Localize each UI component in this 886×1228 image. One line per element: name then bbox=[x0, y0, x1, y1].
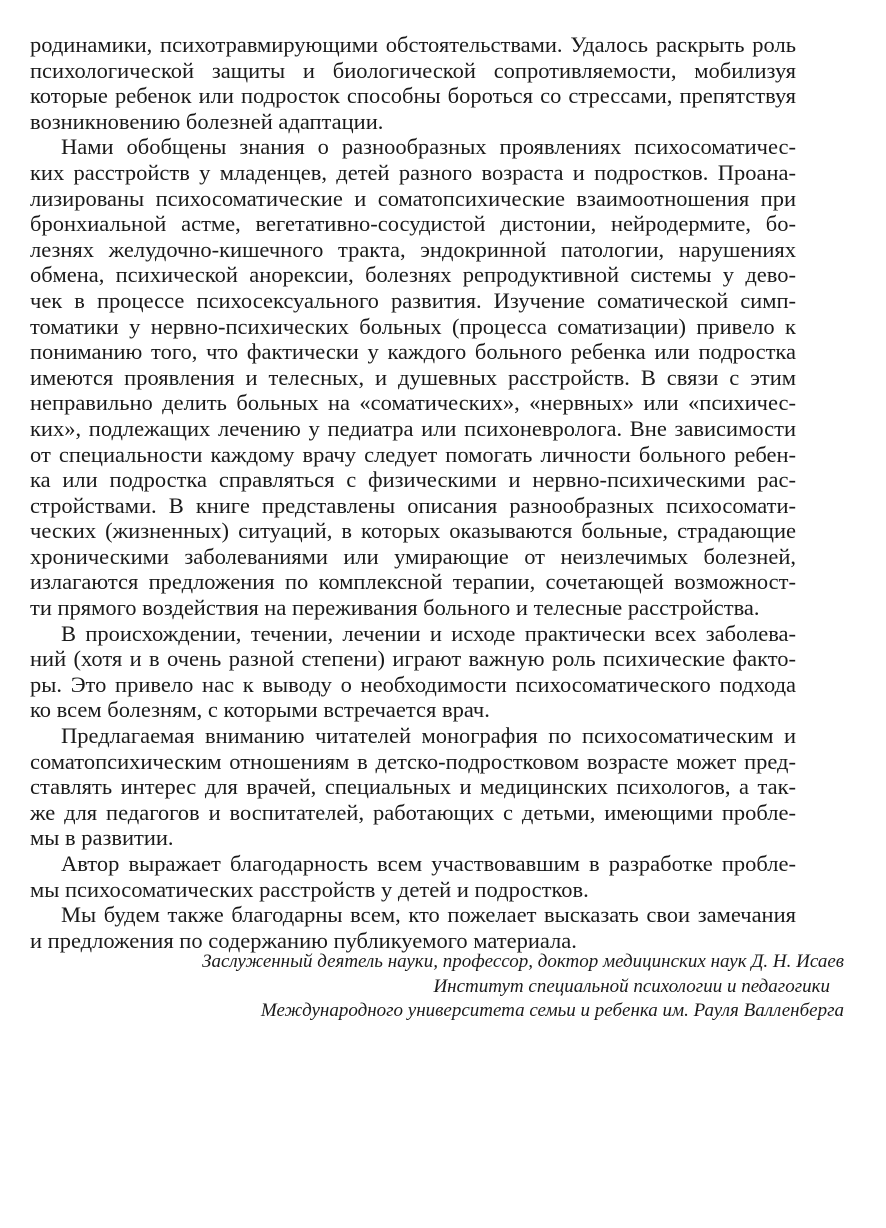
text-line: Нами обобщены знания о разнообразных проявлениях психосоматичес- bbox=[61, 134, 796, 160]
text-line: соматопсихическим отношениям в детско-подростковом возрасте может пред- bbox=[30, 748, 796, 774]
document-body bbox=[30, 32, 796, 953]
signature-institute: Институт специальной психологии и педагогики bbox=[433, 975, 830, 997]
text-line: чек в процессе психосексуального развития. Изучение соматической симп- bbox=[30, 287, 796, 313]
text-line: ний (хотя и в очень разной степени) играют важную роль психические факто- bbox=[30, 646, 796, 672]
text-line: ких», подлежащих лечению у педиатра или психоневролога. Вне зависимости bbox=[30, 415, 796, 441]
text-line: возникновению болезней адаптации. bbox=[30, 108, 384, 134]
text-line: ко всем болезням, с которыми встречается врач. bbox=[30, 697, 490, 723]
text-line: которые ребенок или подросток способны бороться со стрессами, препятствуя bbox=[30, 83, 796, 109]
text-line: Мы будем также благодарны всем, кто пожелает высказать свои замечания bbox=[61, 902, 796, 928]
text-line: ставлять интерес для врачей, специальных и медицинских психологов, а так- bbox=[30, 774, 796, 800]
text-line: лизированы психосоматические и соматопсихические взаимоотношения при bbox=[30, 185, 796, 211]
text-line: неправильно делить больных на «соматических», «нервных» или «психичес- bbox=[30, 390, 796, 416]
text-line: мы психосоматических расстройств у детей и подростков. bbox=[30, 876, 589, 902]
text-line: Предлагаемая вниманию читателей монография по психосоматическим и bbox=[61, 723, 796, 749]
text-line: имеются проявления и телесных, и душевных расстройств. В связи с этим bbox=[30, 364, 796, 390]
text-line: В происхождении, течении, лечении и исходе практически всех заболева- bbox=[61, 620, 796, 646]
text-line: от специальности каждому врачу следует помогать личности больного ребен- bbox=[30, 441, 796, 467]
signature-university: Международного университета семьи и ребенка им. Рауля Валленберга bbox=[260, 1000, 844, 1021]
text-line: мы в развитии. bbox=[30, 825, 174, 851]
text-line: хроническими заболеваниями или умирающие от неизлечимых болезней, bbox=[30, 543, 796, 569]
text-line: обмена, психической анорексии, болезнях репродуктивной системы у дево- bbox=[30, 262, 796, 288]
text-line: томатики у нервно-психических больных (процесса соматизации) привело к bbox=[30, 313, 796, 339]
text-line: ких расстройств у младенцев, детей разного возраста и подростков. Проана- bbox=[30, 159, 796, 185]
text-line: Автор выражает благодарность всем участвовавшим в разработке пробле- bbox=[61, 851, 796, 876]
text-line: пониманию того, что фактически у каждого больного ребенка или подростка bbox=[30, 339, 796, 365]
author-signature bbox=[202, 950, 844, 1024]
text-line: родинамики, психотравмирующими обстоятельствами. Удалось раскрыть роль bbox=[30, 32, 796, 57]
text-line: ры. Это привело нас к выводу о необходимости психосоматического подхода bbox=[30, 671, 796, 697]
text-line: ческих (жизненных) ситуаций, в которых оказываются больные, страдающие bbox=[30, 518, 796, 544]
text-line: лезнях желудочно-кишечного тракта, эндокринной патологии, нарушениях bbox=[30, 236, 796, 262]
text-line: бронхиальной астме, вегетативно-сосудистой дистонии, нейродермите, бо- bbox=[30, 211, 796, 237]
text-line: ка или подростка справляться с физическими и нервно-психическими рас- bbox=[30, 467, 796, 493]
text-line: ти прямого воздействия на переживания больного и телесные расстройства. bbox=[30, 595, 760, 621]
signature-author: Заслуженный деятель науки, профессор, доктор медицинских наук Д. Н. Исаев bbox=[202, 951, 844, 972]
text-line: и предложения по содержанию публикуемого материала. bbox=[30, 927, 577, 953]
text-line: излагаются предложения по комплексной терапии, сочетающей возможност- bbox=[30, 569, 796, 595]
text-line: же для педагогов и воспитателей, работающих с детьми, имеющими пробле- bbox=[30, 799, 796, 825]
text-line: психологической защиты и биологической сопротивляемости, мобилизуя bbox=[30, 57, 796, 83]
text-line: стройствами. В книге представлены описания разнообразных психосомати- bbox=[30, 492, 796, 518]
